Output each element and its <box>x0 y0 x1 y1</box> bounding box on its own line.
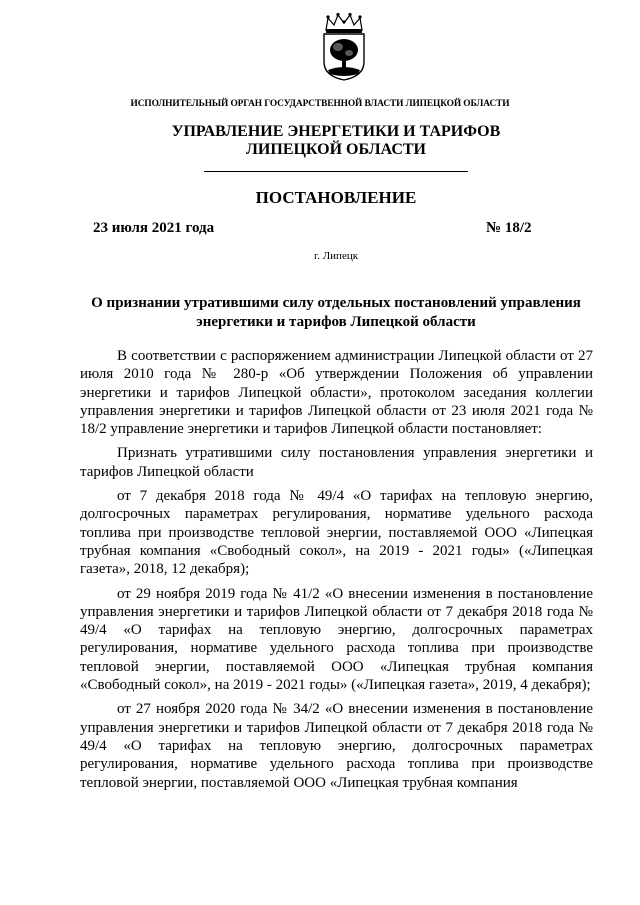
document-type: ПОСТАНОВЛЕНИЕ <box>255 188 417 207</box>
document-city: г. Липецк <box>313 250 359 262</box>
document-number: № 18/2 <box>486 220 532 236</box>
body-paragraph: от 27 ноября 2020 года № 34/2 «О внесении изменения в постановление управления энергетики и тарифов Липецкой области от 7 декабря 2018 года № 49/4 «О тарифах на тепловую энергию, долгосрочных параметрах регулирования, нормативе удельного расхода топлива при производстве тепловой энергии, поставляемой ООО «Липецкая трубная компания <box>80 701 593 791</box>
department-name-line1: УПРАВЛЕНИЕ ЭНЕРГЕТИКИ И ТАРИФОВ <box>171 123 501 140</box>
document-body <box>80 347 593 798</box>
header-divider <box>204 171 468 172</box>
department-name <box>0 123 640 159</box>
executive-body-title: ИСПОЛНИТЕЛЬНЫЙ ОРГАН ГОСУДАРСТВЕННОЙ ВЛАСТИ ЛИПЕЦКОЙ ОБЛАСТИ <box>130 99 510 109</box>
document-date: 23 июля 2021 года <box>93 220 215 236</box>
body-paragraph: В соответствии с распоряжением администрации Липецкой области от 27 июля 2010 года № 280-р «Об утверждении Положения об управлении энергетики и тарифов Липецкой области», протоколом заседания коллегии управления энергетики и тарифов Липецкой области от 23 июля 2021 года № 18/2 управление энергетики и тарифов Липецкой области постановляет: <box>80 348 593 438</box>
coat-of-arms-icon <box>318 12 370 82</box>
subject-line2: энергетики и тарифов Липецкой области <box>196 313 476 330</box>
department-name-line2: ЛИПЕЦКОЙ ОБЛАСТИ <box>246 141 426 158</box>
body-paragraph: от 7 декабря 2018 года № 49/4 «О тарифах на тепловую энергию, долгосрочных параметрах регулирования, нормативе удельного расхода топлива при производстве тепловой энергии, поставляемой ООО «Липецкая трубная компания «Свободный сокол», на 2019 - 2021 годы» («Липецкая газета», 2018, 12 декабря); <box>80 488 593 578</box>
body-paragraph: Признать утратившими силу постановления управления энергетики и тарифов Липецкой области <box>80 445 593 480</box>
subject-line1: О признании утратившими силу отдельных постановлений управления <box>91 295 581 311</box>
document-subject <box>80 294 592 331</box>
body-paragraph: от 29 ноября 2019 года № 41/2 «О внесении изменения в постановление управления энергетики и тарифов Липецкой области от 7 декабря 2018 года № 49/4 «О тарифах на тепловую энергию, долгосрочных параметрах регулирования, нормативе удельного расхода топлива при производстве тепловой энергии, поставляемой ООО «Липецкая трубная компания «Свободный сокол», на 2019 - 2021 годы» («Липецкая газета», 2019, 4 декабря); <box>80 585 593 694</box>
